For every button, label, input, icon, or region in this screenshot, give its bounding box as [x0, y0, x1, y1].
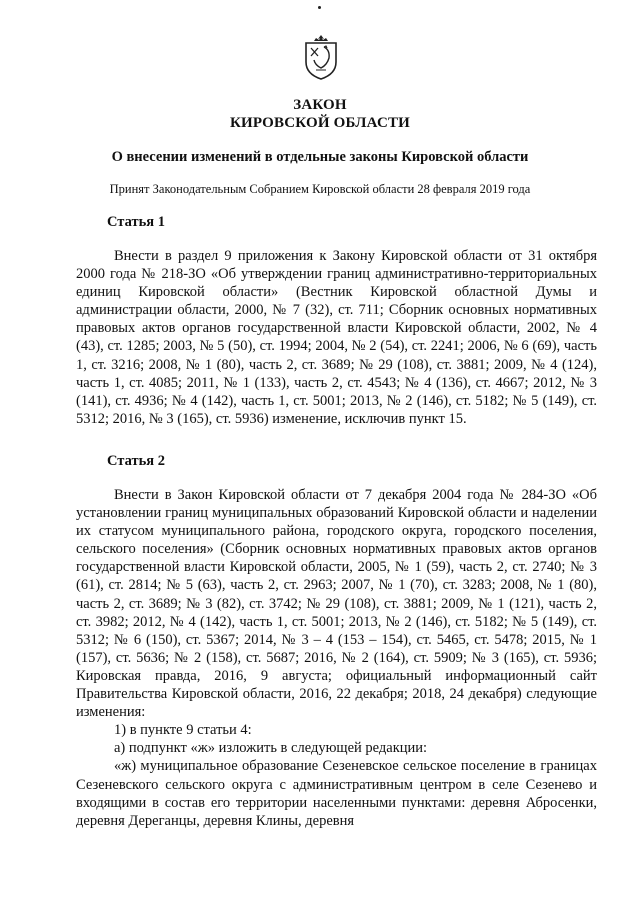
article-2-quote: «ж) муниципальное образование Сезеневское сельское поселение в границах Сезеневского сельского округа с административным центром в селе Сезенево и входящими в состав его территории населенными пунктами: деревня Абросенки, деревня Дереганцы, деревня Клины, деревня: [76, 758, 597, 829]
law-title: ЗАКОН: [293, 97, 347, 113]
article-1-text: [76, 247, 597, 428]
article-2-item-1a: а) подпункт «ж» изложить в следующей редакции:: [114, 740, 428, 757]
coat-of-arms-icon: [302, 34, 340, 80]
article-2-heading: Статья 2: [107, 453, 165, 469]
article-1-paragraph: Внести в раздел 9 приложения к Закону Кировской области от 31 октября 2000 года № 218-ЗО «Об утверждении границ административно-территориальных единиц Кировской области» (Вестник Кировской областной Думы и администрации области, 2000, № 7 (32), ст. 711; Сборник основных нормативных правовых актов органов государственной власти Кировской области, 2002, № 4 (43), ст. 1285; 2003, № 5 (50), ст. 1994; 2004, № 2 (54), ст. 2241; 2006, № 6 (69), часть 1, ст. 3216; 2008, № 1 (80), часть 2, ст. 3689; № 29 (108), ст. 3881; 2009, № 4 (124), часть 1, ст. 4085; 2011, № 1 (133), часть 2, ст. 4543; № 4 (136), ст. 4667; 2012, № 3 (141), ст. 4936; № 4 (142), часть 1, ст. 5001; 2013, № 2 (146), ст. 5182; № 5 (149), ст. 5312; 2016, № 3 (165), ст. 5936) изменение, исключив пункт 15.: [76, 248, 597, 427]
law-subtitle: О внесении изменений в отдельные законы Кировской области: [111, 149, 529, 165]
page-mark: [318, 6, 321, 9]
article-2-paragraph: Внести в Закон Кировской области от 7 декабря 2004 года № 284-ЗО «Об установлении границ муниципальных образований Кировской области и наделении их статусом муниципального района, городского округа, городского поселения, сельского поселения» (Сборник основных нормативных правовых актов органов государственной власти Кировской области, 2005, № 1 (59), часть 2, ст. 2740; № 3 (61), ст. 2814; № 5 (63), часть 2, ст. 2963; 2007, № 1 (70), ст. 3283; 2008, № 1 (80), часть 2, ст. 3689; № 3 (82), ст. 3742; № 29 (108), ст. 3881; 2009, № 1 (121), часть 2, ст. 3982; 2012, № 4 (142), часть 1, ст. 5001; 2013, № 2 (146), ст. 5182; № 5 (149), ст. 5312; № 6 (150), ст. 5367; 2014, № 3 – 4 (153 – 154), ст. 5465, ст. 5478; 2015, № 1 (157), ст. 5636; № 2 (158), ст. 5687; 2016, № 2 (164), ст. 5909; № 3 (165), ст. 5936; Кировская правда, 2016, 9 августа; официальный информационный сайт Правительства Кировской области, 2016, 22 декабря; 2018, 24 декабря) следующие изменения:: [76, 487, 597, 721]
article-2-text: [76, 486, 597, 830]
adoption-note: Принят Законодательным Собранием Кировской области 28 февраля 2019 года: [109, 182, 531, 196]
law-region: КИРОВСКОЙ ОБЛАСТИ: [229, 115, 411, 131]
article-1-heading: Статья 1: [107, 214, 165, 230]
article-2-item-1: 1) в пункте 9 статьи 4:: [114, 722, 252, 739]
